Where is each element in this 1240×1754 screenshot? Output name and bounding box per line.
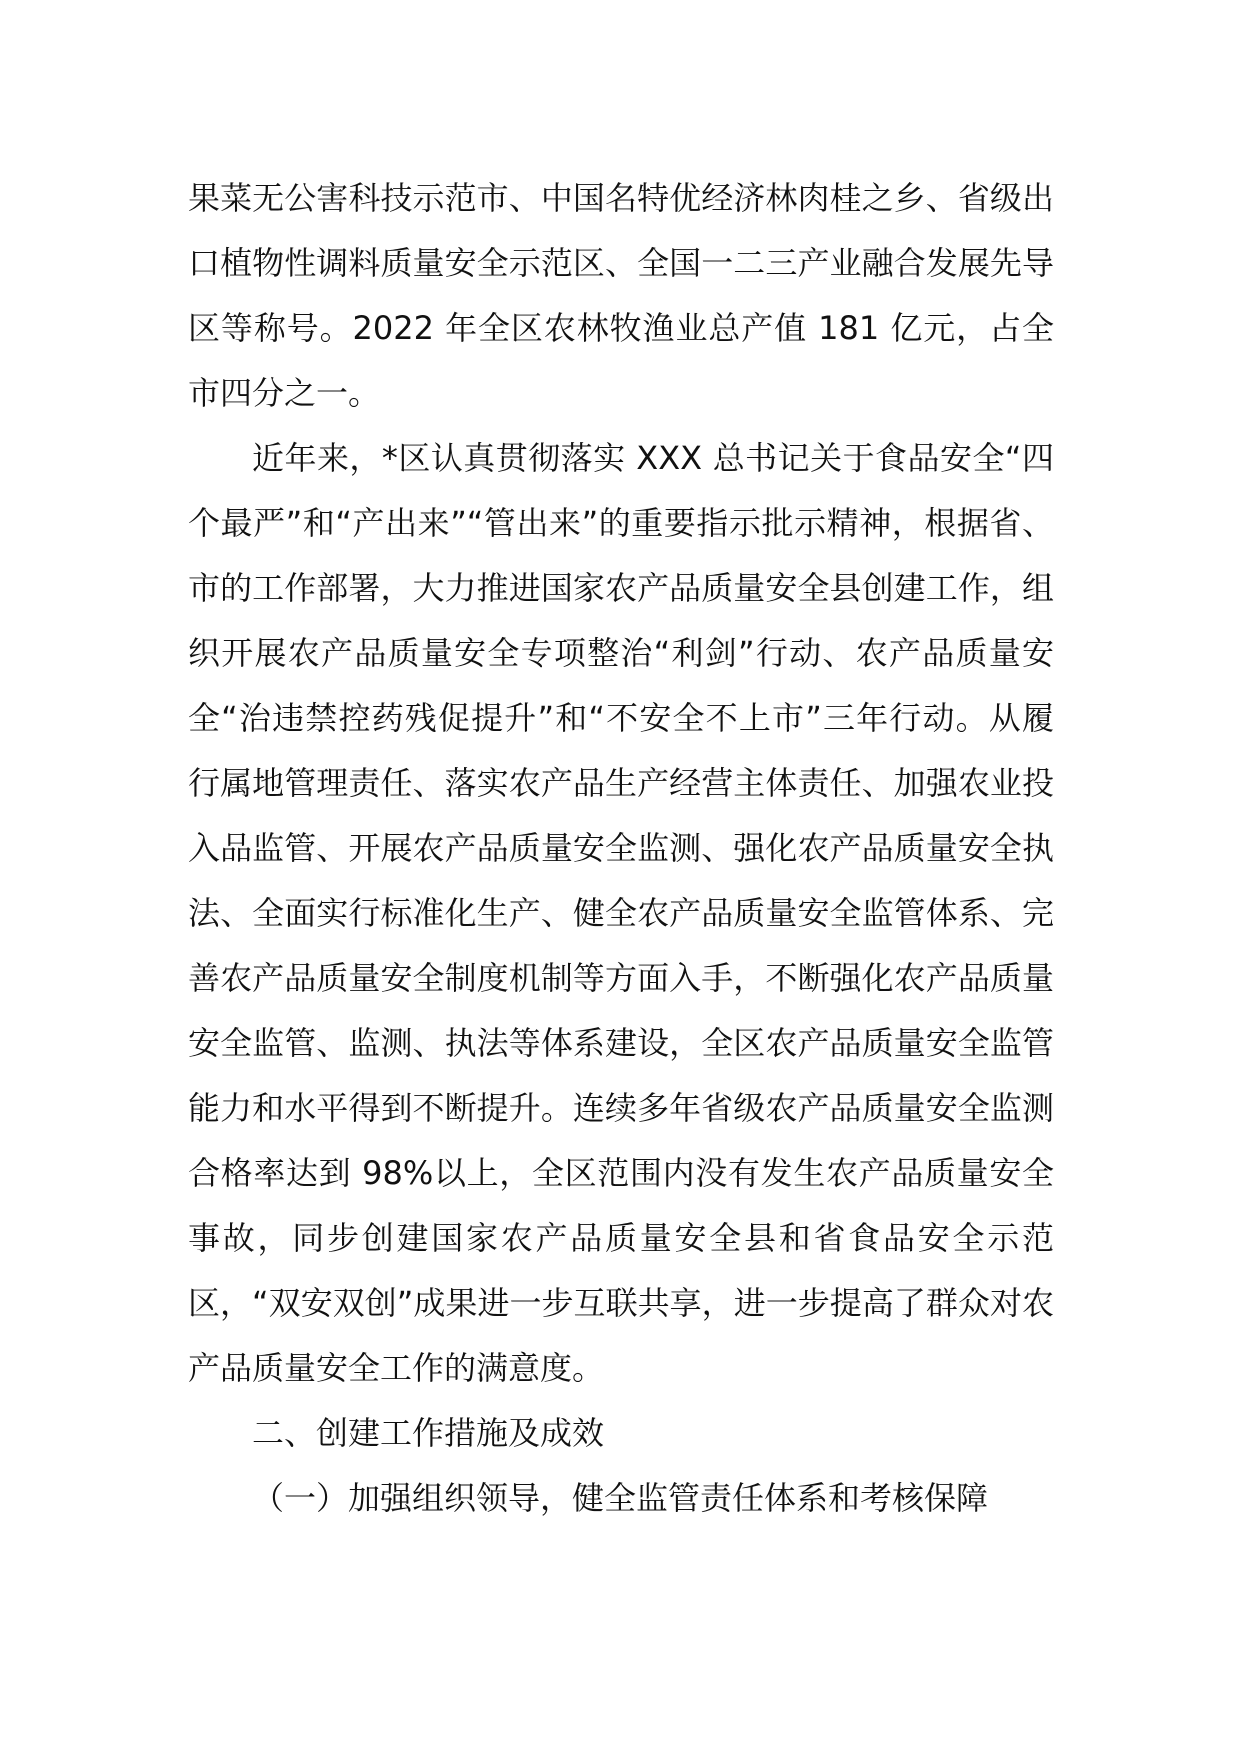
subsection-heading: （一）加强组织领导，健全监管责任体系和考核保障 bbox=[252, 1479, 989, 1517]
paragraph-recent-years: 近年来，*区认真贯彻落实 XXX 总书记关于食品安全“四个最严”和“产出来”“管出来”的重要指示批示精神，根据省、市的工作部署，大力推进国家农产品质量安全县创建工作，组织开展农产品质量安全专项整治“利剑”行动、农产品质量安全“治违禁控药残促提升”和“不安全不上市”三年行动。从履行属地管理责任、落实农产品生产经营主体责任、加强农业投入品监管、开展农产品质量安全监测、强化农产品质量安全执法、全面实行标准化生产、健全农产品质量安全监管体系、完善农产品质量安全制度机制等方面入手，不断强化农产品质量安全监管、监测、执法等体系建设，全区农产品质量安全监管能力和水平得到不断提升。连续多年省级农产品质量安全监测合格率达到 98%以上，全区范围内没有发生农产品质量安全事故，同步创建国家农产品质量安全县和省食品安全示范区，“双安双创”成果进一步互联共享，进一步提高了群众对农产品质量安全工作的满意度。 bbox=[188, 439, 1054, 1387]
document-body bbox=[188, 166, 1054, 1531]
section-heading: 二、创建工作措施及成效 bbox=[252, 1414, 605, 1452]
paragraph-intro-continuation: 果菜无公害科技示范市、中国名特优经济林肉桂之乡、省级出口植物性调料质量安全示范区、全国一二三产业融合发展先导区等称号。2022 年全区农林牧渔业总产值 181 亿元，占全市四分之一。 bbox=[188, 179, 1054, 412]
